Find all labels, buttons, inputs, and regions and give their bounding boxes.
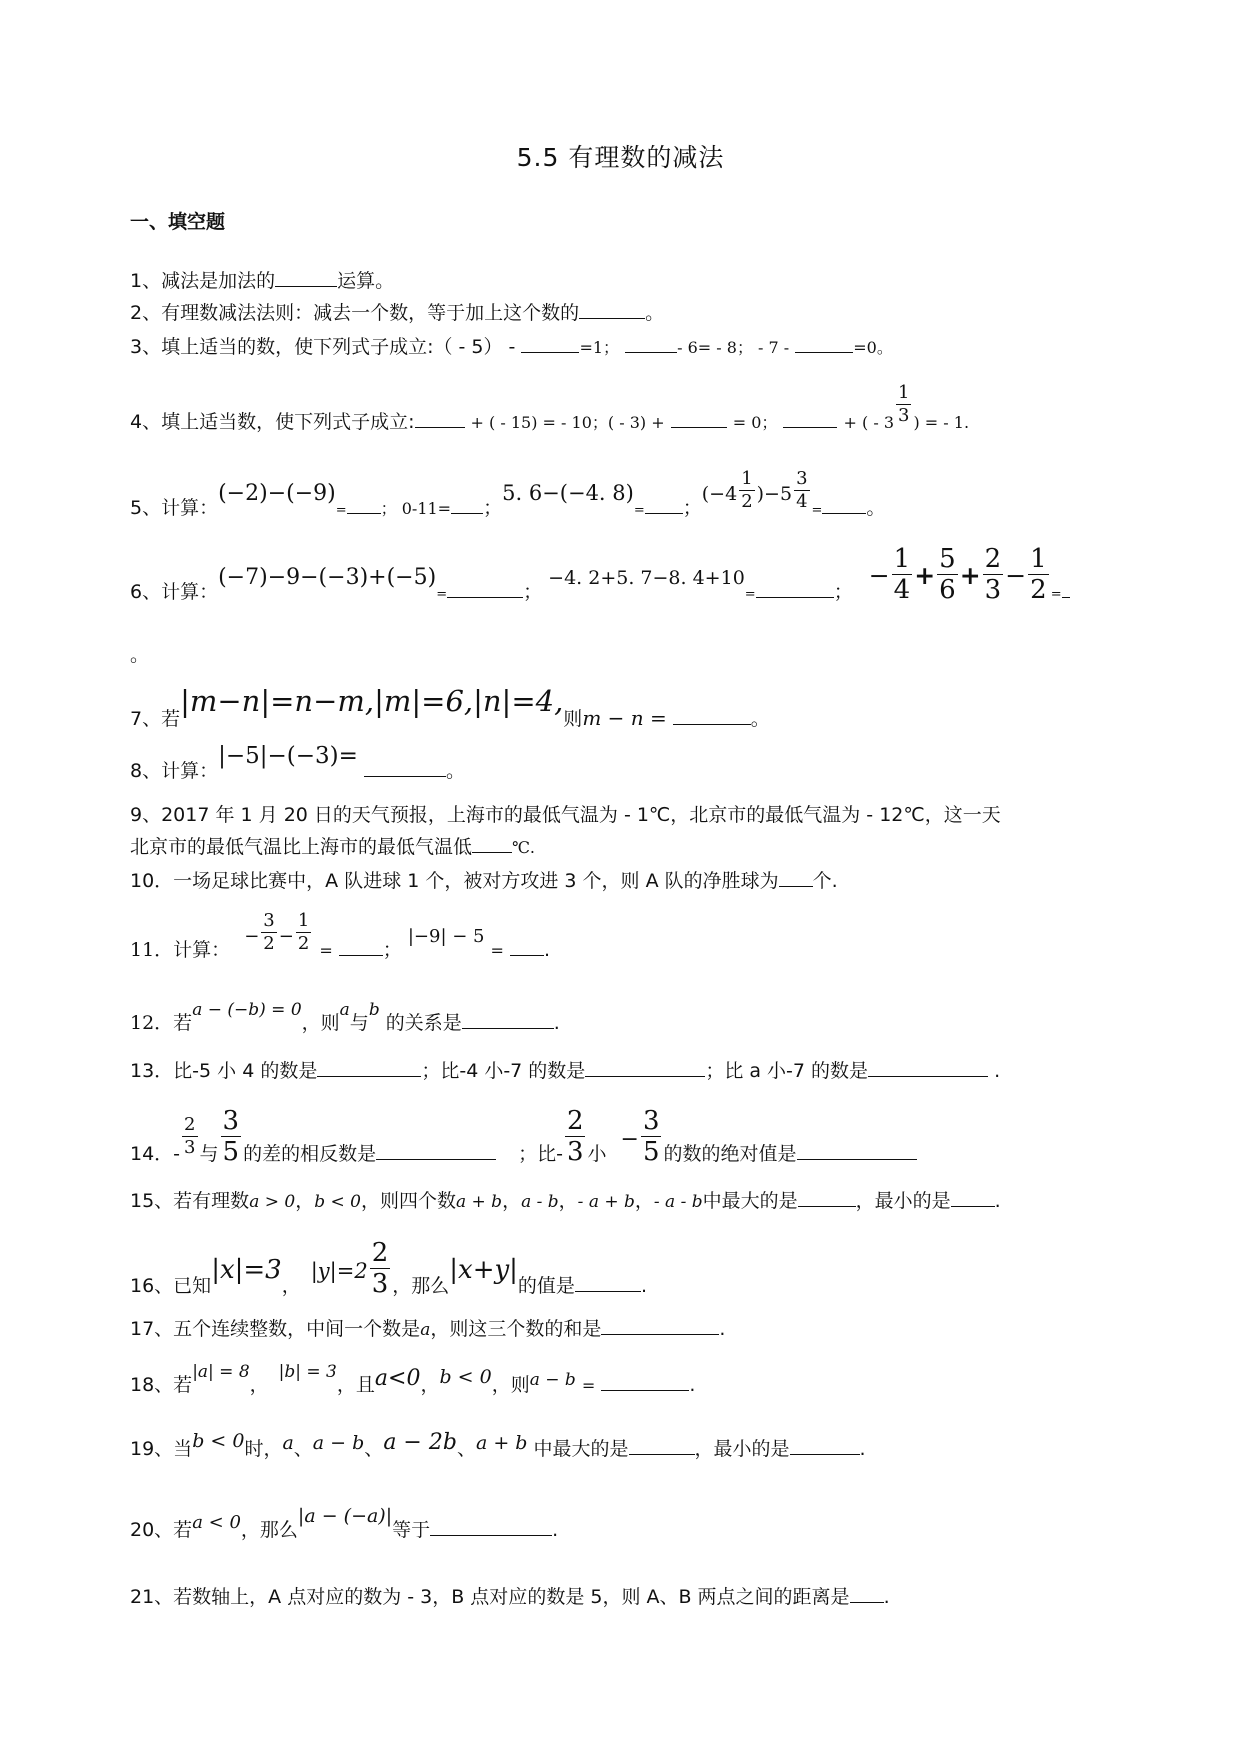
q11-eq1: = [319, 941, 333, 960]
q7-text: 7、若 [130, 708, 181, 730]
fraction-numerator: 2 [184, 1114, 196, 1135]
question-19 [130, 1430, 866, 1461]
question-12 [130, 1000, 560, 1035]
q7-expr: |m−n|=n−m,|m|=6,|n|=4, [180, 684, 564, 718]
fraction-numerator: 1 [1030, 544, 1047, 574]
q3-mid1: =1； [579, 338, 620, 357]
fraction-denominator: 3 [566, 1137, 584, 1167]
q5-text: 5、计算： [130, 497, 219, 519]
q18-c3: a<0 [374, 1366, 421, 1391]
q11-minus: − [244, 926, 260, 947]
q15-mid: ，则四个数 [360, 1190, 456, 1212]
fraction [565, 1108, 586, 1165]
answer-blank[interactable] [447, 579, 523, 598]
q10-text: 10．一场足球比赛中，A 队进球 1 个，被对方攻进 3 个，则 A 队的净胜球为 [130, 870, 779, 892]
fraction-denominator: 5 [222, 1137, 240, 1167]
q11-abs: |−9| − 5 [407, 926, 485, 947]
q6-minus1: − [868, 561, 890, 590]
answer-blank[interactable] [579, 300, 645, 319]
q16-text: 16、已知 [130, 1275, 212, 1297]
q12-expr: a − (−b) = 0 [192, 1000, 302, 1020]
q19-text1: 时， [244, 1438, 283, 1460]
fraction [739, 470, 754, 511]
q5-eq3: = [811, 503, 823, 518]
q8-suffix: 。 [445, 760, 465, 782]
q6-plus2: + [959, 561, 981, 590]
fraction-numerator: 3 [263, 910, 275, 931]
q7-expr2: m − n = [582, 706, 667, 730]
q20-cond: a < 0 [192, 1512, 241, 1533]
q15-e3: - a + b [577, 1192, 635, 1212]
q14-minus: − [620, 1127, 639, 1152]
fraction [221, 1108, 242, 1165]
fraction-numerator: 1 [741, 468, 753, 489]
q8-expr: |−5|−(−3)= [218, 743, 358, 769]
question-3 [130, 332, 893, 359]
answer-blank[interactable] [451, 495, 483, 514]
q10-suffix: 个. [812, 870, 838, 892]
question-20 [130, 1505, 559, 1542]
q20-text1: ，那么 [240, 1519, 298, 1541]
q15-comma: ， [295, 1190, 315, 1212]
q6-eq1: = [436, 587, 448, 602]
q19-e2: a − b [312, 1432, 365, 1454]
answer-blank[interactable] [585, 1058, 705, 1077]
question-7 [130, 684, 770, 732]
q5-expr2: 5. 6−(−4. 8) [502, 481, 634, 505]
q6-minus2: − [1005, 561, 1027, 590]
answer-blank[interactable] [625, 334, 677, 353]
q15-cond2: b < 0 [314, 1192, 361, 1212]
q12-mid1: ，则 [301, 1012, 340, 1034]
answer-blank[interactable] [798, 1188, 856, 1207]
q11-sep: ； [382, 939, 402, 961]
question-6 [130, 544, 1070, 621]
answer-blank[interactable] [779, 868, 813, 887]
q16-text2: 的值是 [517, 1275, 575, 1297]
q5-suffix: 。 [866, 497, 886, 519]
q21-suffix: . [883, 1586, 890, 1608]
fraction-denominator: 5 [642, 1137, 660, 1167]
q5-eq2: = [633, 503, 645, 518]
q19-text3: ，最小的是 [694, 1438, 790, 1460]
q6-plus1: + [914, 561, 936, 590]
q18-eq: = [581, 1376, 596, 1395]
q14-text2: ；比- [518, 1143, 563, 1165]
answer-blank[interactable] [430, 1517, 552, 1536]
answer-blank[interactable] [521, 334, 579, 353]
q12-mid2: 与 [349, 1012, 369, 1034]
q19-e4: a + b [475, 1432, 528, 1454]
answer-blank[interactable] [951, 1188, 995, 1207]
q14-text3: 的数的绝对值是 [663, 1143, 797, 1165]
answer-blank[interactable] [673, 706, 751, 725]
answer-blank[interactable] [790, 1436, 860, 1455]
q7-suffix: 。 [750, 708, 770, 730]
question-8 [130, 743, 465, 783]
answer-blank[interactable] [415, 409, 465, 428]
answer-blank[interactable] [347, 495, 381, 514]
q13-text1: 13．比-5 小 4 的数是 [130, 1060, 318, 1082]
q19-e3: a − 2b [383, 1430, 457, 1455]
q19-e1: a [282, 1432, 294, 1454]
answer-blank[interactable] [510, 937, 544, 956]
q17-text: 17、五个连续整数，中间一个数是 [130, 1318, 421, 1340]
fraction [261, 912, 276, 953]
answer-blank[interactable] [339, 937, 383, 956]
q4-mid3: + ( - 3 [843, 413, 895, 432]
q14-text: 14．- [130, 1143, 181, 1165]
fraction [896, 384, 911, 425]
fraction-denominator: 3 [898, 405, 910, 426]
q18-c5: a − b [529, 1370, 576, 1390]
q7-then: 则 [563, 708, 583, 730]
q2-text: 2、有理数减法法则：减去一个数，等于加上这个数的 [130, 302, 580, 324]
question-17 [130, 1314, 725, 1341]
q4-mid2: = 0； [732, 413, 778, 432]
fraction-denominator: 4 [893, 575, 911, 605]
q21-text: 21、若数轴上，A 点对应的数为 - 3，B 点对应的数是 5，则 A、B 两点之间的距离是 [130, 1586, 850, 1608]
fraction-denominator: 6 [939, 575, 956, 605]
q11-text: 11．计算： [130, 939, 231, 961]
fraction-numerator: 3 [796, 468, 808, 489]
q5-sep2: ； [483, 497, 503, 519]
q5-expr3a: (−4 [701, 483, 738, 505]
answer-blank[interactable] [795, 334, 853, 353]
q5-expr1: (−2)−(−9) [218, 481, 336, 506]
answer-blank[interactable] [462, 1010, 554, 1029]
q12-suffix2: . [553, 1012, 560, 1034]
q1-text: 1、减法是加法的 [130, 270, 276, 292]
fraction-numerator: 5 [939, 544, 956, 574]
question-5 [130, 468, 886, 529]
q20-suffix: . [552, 1519, 559, 1541]
q4-text: 4、填上适当数，使下列式子成立: [130, 411, 415, 433]
question-4 [130, 382, 970, 443]
q18-c1: |a| = 8 [192, 1362, 250, 1382]
answer-blank[interactable] [601, 1316, 719, 1335]
fraction [182, 1116, 197, 1157]
q16-suffix: . [640, 1275, 647, 1297]
answer-blank[interactable] [850, 1584, 884, 1603]
question-1 [130, 266, 394, 293]
q12-text: 12．若 [130, 1012, 193, 1034]
answer-blank[interactable] [575, 1273, 641, 1292]
q19-d3: 、 [456, 1438, 476, 1460]
q20-text2: 等于 [392, 1519, 431, 1541]
q6-expr2: −4. 2+5. 7−8. 4+10 [548, 567, 745, 589]
q3-text: 3、填上适当的数，使下列式子成立:（ - 5） - [130, 336, 516, 358]
answer-blank[interactable] [756, 579, 834, 598]
q11-minus2: − [278, 926, 294, 947]
q16-mid: ，那么 [392, 1275, 450, 1297]
answer-blank[interactable] [472, 834, 512, 853]
q18-c2: |b| = 3 [278, 1362, 337, 1382]
question-9-line1: 9、2017 年 1 月 20 日的天气预报，上海市的最低气温为 - 1℃，北京市的最低气温为 - 12℃，这一天 [130, 804, 1001, 826]
q3-suffix: =0。 [853, 338, 893, 357]
q15-cond1: a > 0 [249, 1192, 296, 1212]
question-13 [130, 1056, 1000, 1083]
q15-text2: ，最小的是 [855, 1190, 951, 1212]
answer-blank[interactable] [1062, 579, 1070, 598]
answer-blank[interactable] [601, 1372, 689, 1391]
q5-sep1: ； 0-11= [380, 499, 452, 518]
answer-blank[interactable] [364, 758, 446, 777]
fraction [1028, 546, 1049, 603]
fraction [794, 470, 809, 511]
q18-c4: b < 0 [439, 1366, 492, 1388]
q4-suffix: ) = - 1. [913, 413, 970, 432]
q18-comma1: ， [249, 1374, 269, 1396]
fraction-numerator: 1 [297, 910, 310, 931]
fraction-denominator: 3 [371, 1269, 389, 1299]
question-21 [130, 1582, 890, 1609]
fraction-numerator: 3 [222, 1106, 240, 1136]
q14-with: 与 [199, 1143, 219, 1165]
fraction-denominator: 2 [741, 491, 753, 512]
answer-blank[interactable] [822, 495, 866, 514]
q3-mid2: - 6= - 8； - 7 - [677, 338, 790, 357]
q19-d2: 、 [364, 1438, 384, 1460]
answer-blank[interactable] [797, 1141, 917, 1160]
fraction-numerator: 2 [566, 1106, 584, 1136]
q13-text2: ；比-4 小-7 的数是 [421, 1060, 586, 1082]
q18-text: 18、若 [130, 1374, 193, 1396]
answer-blank[interactable] [275, 268, 337, 287]
q16-x: |x|=3 [211, 1255, 282, 1285]
q6-sep1: ； [523, 581, 543, 603]
q4-mid1: + ( - 15) = - 10；( - 3) + [470, 413, 665, 432]
q13-text3: ；比 a 小-7 的数是 [705, 1060, 869, 1082]
answer-blank[interactable] [671, 409, 727, 428]
q9-text: 北京市的最低气温比上海市的最低气温低 [130, 836, 473, 858]
q17-suffix: . [719, 1318, 726, 1340]
q18-text2: ，则 [491, 1374, 530, 1396]
fraction-numerator: 2 [371, 1238, 389, 1268]
q6-eq3: = [1050, 587, 1062, 602]
fraction [892, 546, 913, 603]
q19-suffix: . [859, 1438, 866, 1460]
q16-comma: ， [281, 1275, 301, 1297]
q5-eq1: = [335, 503, 347, 518]
q17-text2: ，则这三个数的和是 [430, 1318, 602, 1340]
fraction [983, 546, 1004, 603]
question-16 [130, 1238, 647, 1315]
answer-blank[interactable] [629, 1436, 695, 1455]
q15-e2: a - b [521, 1192, 559, 1212]
q19-text: 19、当 [130, 1438, 193, 1460]
question-9-line2 [130, 832, 535, 859]
fraction-denominator: 2 [297, 933, 310, 954]
fraction-numerator: 3 [642, 1106, 660, 1136]
q13-suffix: . [994, 1060, 1001, 1082]
fraction-numerator: 1 [898, 382, 910, 403]
q11-suffix: . [543, 939, 551, 961]
q16-xy: |x+y| [449, 1255, 518, 1285]
q15-e1: a + b [455, 1192, 503, 1212]
question-15: 15、若有理数a > 0，b < 0，则四个数a + b，a - b，- a + b，- a - b中最大的是 ，最小的是 . [130, 1190, 1001, 1212]
fraction-denominator: 2 [263, 933, 275, 954]
q15-e4: - a - b [653, 1192, 703, 1212]
q19-d1: 、 [293, 1438, 313, 1460]
page-title: 5.5 有理数的减法 [516, 143, 725, 172]
question-11 [130, 910, 551, 971]
answer-blank[interactable] [645, 495, 683, 514]
q1-suffix: 运算。 [337, 270, 395, 292]
answer-blank[interactable] [868, 1058, 988, 1077]
q12-b: b [368, 1000, 380, 1020]
q8-text: 8、计算： [130, 760, 219, 782]
fraction [296, 912, 311, 953]
q14-text1: 的差的相反数是 [243, 1143, 377, 1165]
question-10 [130, 866, 838, 893]
q12-suffix1: 的关系是 [385, 1012, 462, 1034]
answer-blank[interactable] [317, 1058, 421, 1077]
q18-comma2: ， [420, 1374, 440, 1396]
question-2 [130, 298, 664, 325]
q17-a: a [420, 1320, 431, 1340]
q11-eq2: = [490, 941, 504, 960]
answer-blank[interactable] [376, 1141, 496, 1160]
fraction-denominator: 3 [984, 575, 1002, 605]
fraction [937, 546, 958, 603]
q19-cond: b < 0 [192, 1430, 245, 1452]
q12-a: a [339, 1000, 350, 1020]
q6-eq2: = [744, 587, 756, 602]
fraction-denominator: 4 [796, 491, 808, 512]
section-heading: 一、填空题 [130, 211, 226, 233]
fraction-denominator: 3 [184, 1137, 196, 1158]
q2-suffix: 。 [645, 302, 665, 324]
q14-small: 小 [587, 1143, 607, 1165]
q20-expr: |a − (−a)| [297, 1505, 393, 1527]
q6-sep2: ； [833, 581, 853, 603]
q9-suffix: ℃. [512, 838, 535, 857]
fraction-denominator: 2 [1030, 575, 1047, 605]
fraction-numerator: 2 [984, 544, 1002, 574]
q15-text1: 中最大的是 [702, 1190, 798, 1212]
q5-sep3: ； [682, 497, 702, 519]
q16-y: |y|=2 [310, 1259, 368, 1283]
fraction [370, 1240, 391, 1297]
q15-suffix: . [994, 1190, 1001, 1212]
q15-text: 15、若有理数 [130, 1190, 250, 1212]
q18-suffix: . [689, 1374, 696, 1396]
fraction-numerator: 1 [893, 544, 911, 574]
q20-text: 20、若 [130, 1519, 193, 1541]
question-6-end: 。 [130, 644, 150, 666]
q6-expr1: (−7)−9−(−3)+(−5) [218, 565, 437, 590]
q19-text2: 中最大的是 [533, 1438, 629, 1460]
question-14 [130, 1106, 917, 1183]
answer-blank[interactable] [783, 409, 837, 428]
q6-text: 6、计算： [130, 581, 219, 603]
q18-text1: ，且 [336, 1374, 375, 1396]
q5-expr3b: )−5 [756, 483, 793, 505]
fraction [641, 1108, 662, 1165]
question-18 [130, 1362, 696, 1397]
